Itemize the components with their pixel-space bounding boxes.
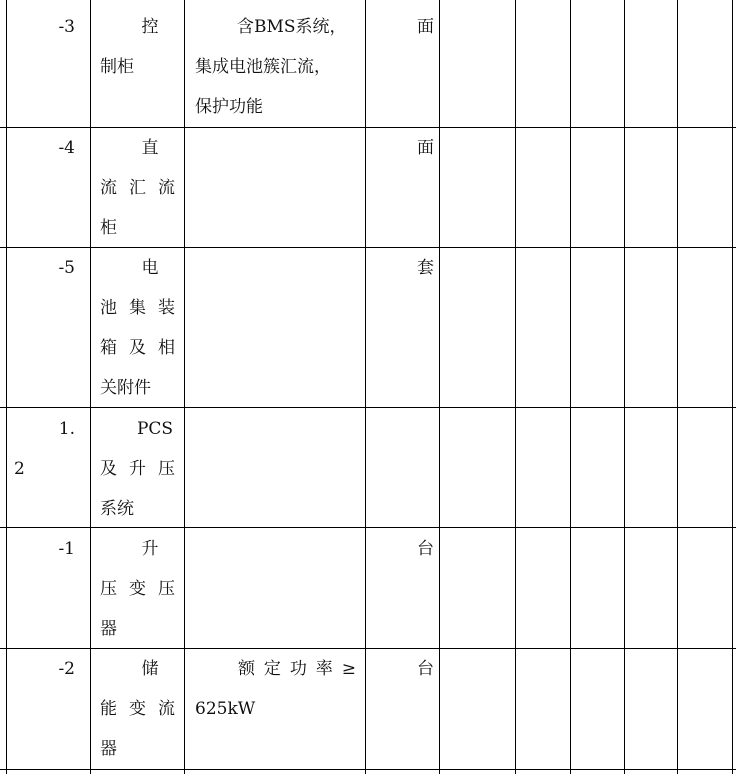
item-unit: 面 — [417, 17, 434, 37]
item-spec: 含BMS系统， — [237, 17, 347, 37]
col-divider — [515, 0, 516, 774]
item-name: 能变流 — [100, 699, 175, 719]
item-name: 柜 — [100, 218, 117, 238]
col-divider — [570, 0, 571, 774]
item-number: -1 — [58, 539, 75, 559]
col-divider — [90, 0, 91, 774]
item-spec: 保护功能 — [195, 97, 263, 117]
item-name: PCS — [136, 419, 174, 439]
item-number: 2 — [14, 459, 25, 479]
col-divider — [624, 0, 625, 774]
item-number: 1. — [58, 419, 75, 439]
item-spec: 625kW — [195, 699, 256, 719]
item-number: -4 — [58, 138, 75, 158]
item-unit: 面 — [417, 138, 434, 158]
item-name: 储 — [141, 659, 159, 679]
item-name: 控 — [141, 17, 159, 37]
item-name: 升 — [141, 539, 159, 559]
item-name: 压变压 — [100, 579, 175, 599]
item-name: 及升压 — [100, 459, 175, 479]
item-name: 制柜 — [100, 57, 134, 77]
item-unit: 台 — [417, 539, 434, 559]
item-name: 电 — [141, 258, 159, 278]
col-divider — [6, 0, 7, 774]
row-divider — [0, 769, 736, 770]
item-name: 关附件 — [100, 378, 151, 398]
item-name: 池集装 — [100, 298, 175, 318]
item-name: 系统 — [100, 499, 134, 519]
item-spec: 集成电池簇汇流， — [195, 57, 331, 77]
item-spec: 额定功率≥ — [238, 659, 356, 679]
item-unit: 台 — [417, 659, 434, 679]
item-number: -3 — [58, 17, 75, 37]
col-divider — [439, 0, 440, 774]
item-name: 器 — [100, 739, 117, 759]
item-name: 箱及相 — [100, 338, 175, 358]
col-divider — [365, 0, 366, 774]
item-name: 流汇流 — [100, 178, 175, 198]
col-divider — [677, 0, 678, 774]
item-name: 直 — [141, 138, 159, 158]
item-name: 器 — [100, 619, 117, 639]
col-divider — [732, 0, 733, 774]
item-number: -5 — [58, 258, 75, 278]
item-number: -2 — [58, 659, 75, 679]
item-unit: 套 — [417, 258, 434, 278]
